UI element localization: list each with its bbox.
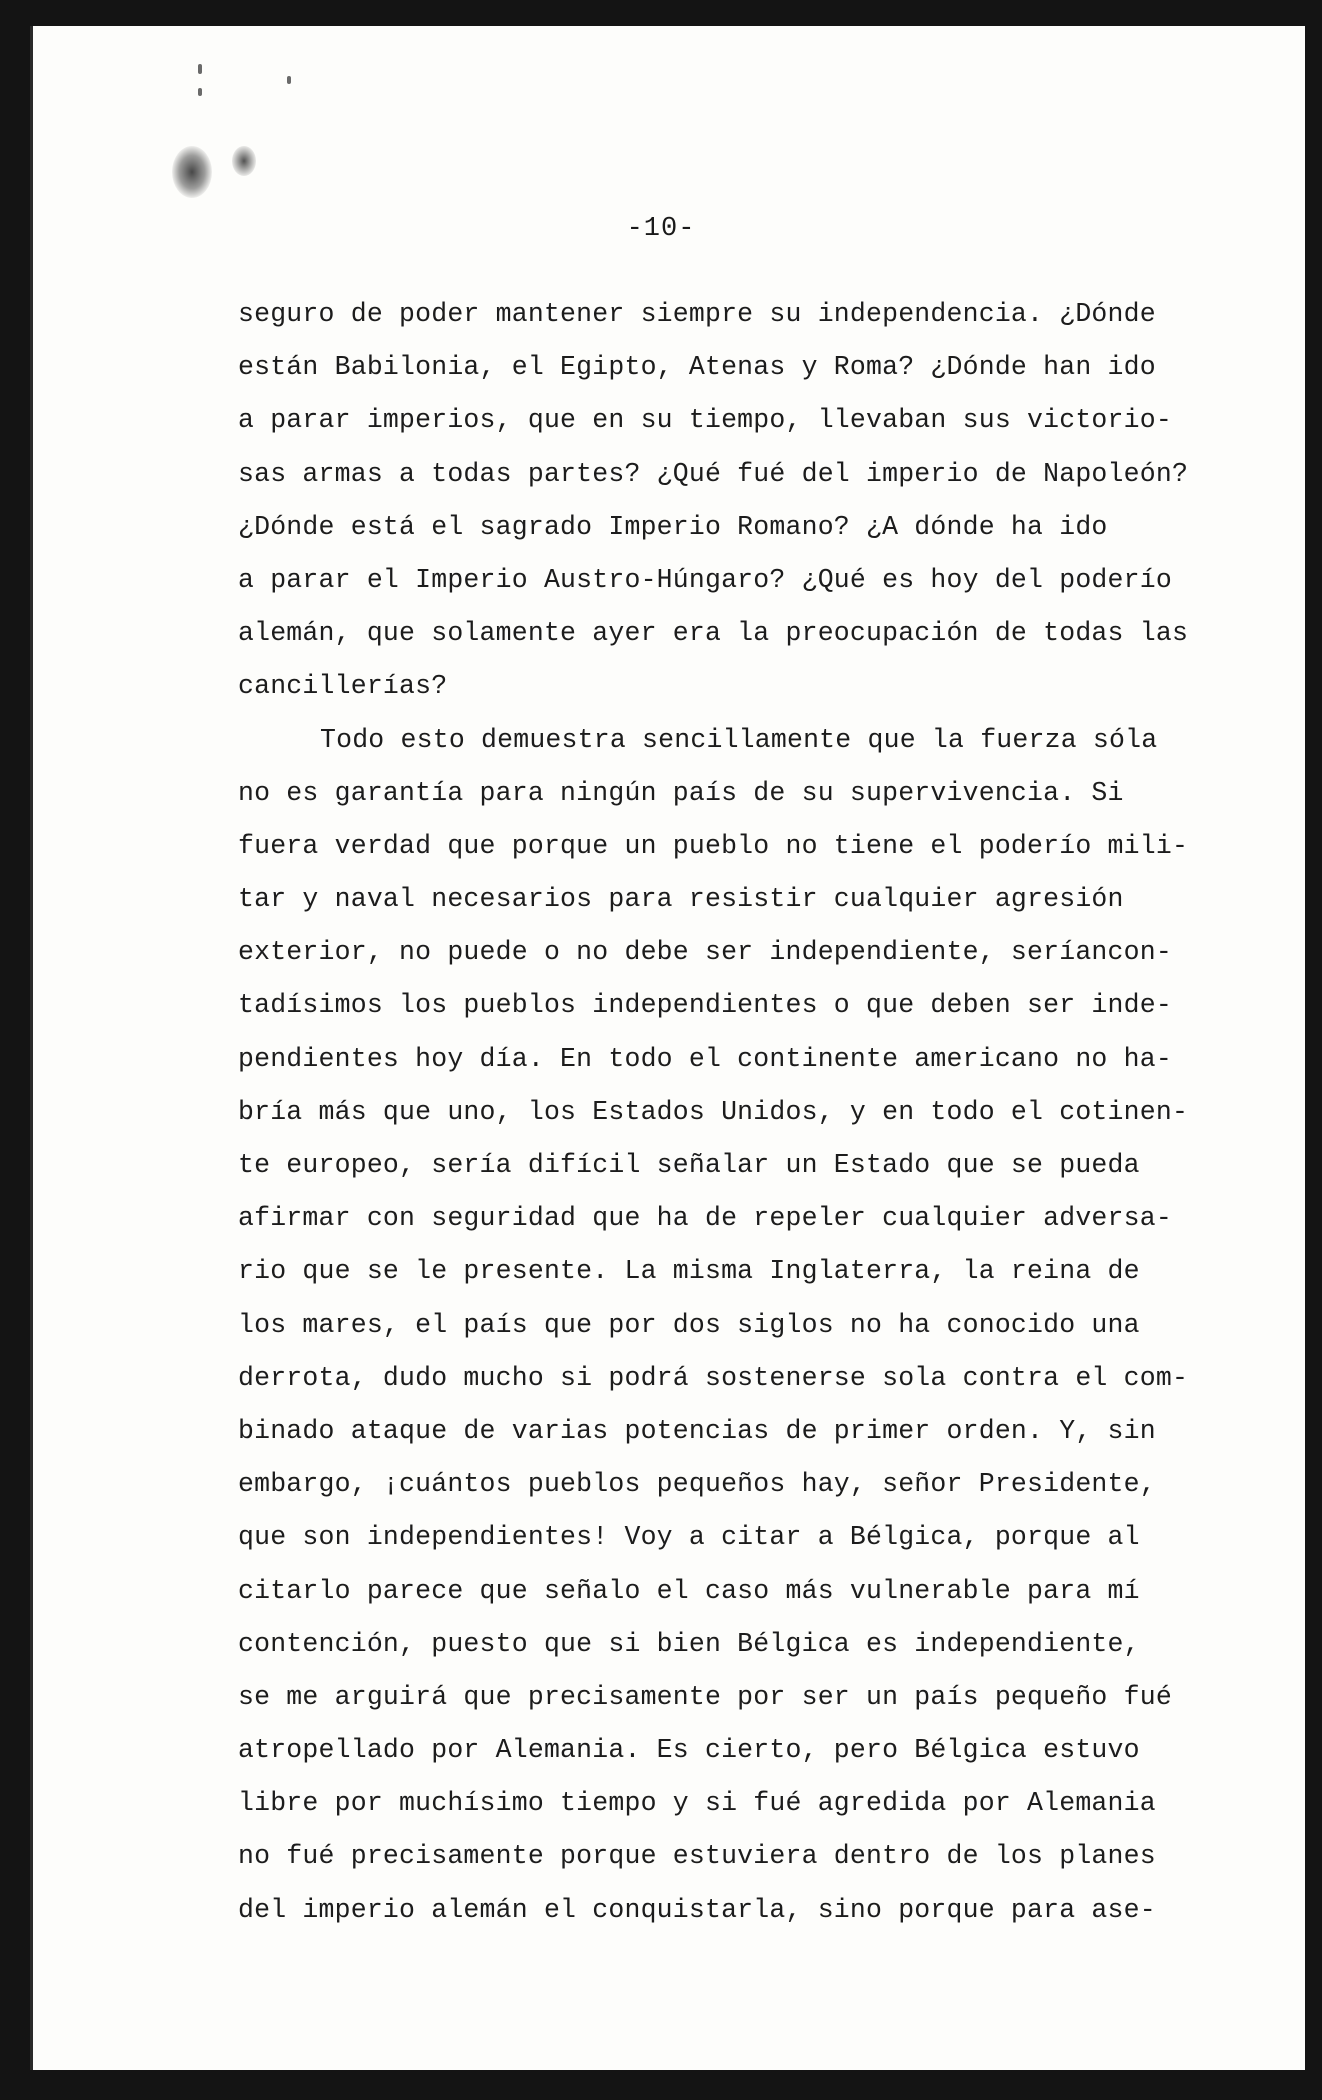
text-line: a parar el Imperio Austro-Húngaro? ¿Qué es hoy del poderío (238, 564, 1172, 595)
text-line: exterior, no puede o no debe ser independiente, seríancon- (238, 937, 1172, 968)
text-line: a parar imperios, que en su tiempo, llevaban sus victorio- (238, 405, 1172, 436)
text-line: cancillerías? (238, 671, 448, 702)
ink-smudge-small (232, 146, 256, 176)
text-line: binado ataque de varias potencias de primer orden. Y, sin (238, 1415, 1156, 1446)
text-line: pendientes hoy día. En todo el continente americano no ha- (238, 1043, 1172, 1074)
body-text (238, 288, 1189, 1937)
ink-smudge (172, 146, 212, 198)
text-line: del imperio alemán el conquistarla, sino porque para ase- (238, 1894, 1156, 1925)
text-line: que son independientes! Voy a citar a Bélgica, porque al (238, 1522, 1140, 1553)
page-number: -10- (626, 214, 696, 244)
ink-speck (287, 76, 291, 84)
text-line: alemán, que solamente ayer era la preocupación de todas las (238, 618, 1189, 649)
text-line: ¿Dónde está el sagrado Imperio Romano? ¿A dónde ha ido (238, 511, 1108, 542)
text-line: Todo esto demuestra sencillamente que la fuerza sóla (320, 724, 1158, 755)
text-line: tadísimos los pueblos independientes o que deben ser inde- (238, 990, 1172, 1021)
text-line: bría más que uno, los Estados Unidos, y en todo el cotinen- (238, 1096, 1189, 1127)
text-line: no fué precisamente porque estuviera dentro de los planes (238, 1841, 1156, 1872)
ink-speck (198, 88, 202, 96)
text-line: atropellado por Alemania. Es cierto, pero Bélgica estuvo (238, 1735, 1140, 1766)
text-line: están Babilonia, el Egipto, Atenas y Roma? ¿Dónde han ido (238, 352, 1156, 383)
text-line: rio que se le presente. La misma Inglaterra, la reina de (238, 1256, 1140, 1287)
ink-speck (198, 64, 202, 74)
text-line: no es garantía para ningún país de su supervivencia. Si (238, 777, 1124, 808)
text-line: citarlo parece que señalo el caso más vulnerable para mí (238, 1575, 1140, 1606)
text-line: los mares, el país que por dos siglos no ha conocido una (238, 1309, 1140, 1340)
text-line: afirmar con seguridad que ha de repeler cualquier adversa- (238, 1203, 1172, 1234)
text-line: sas armas a todas partes? ¿Qué fué del imperio de Napoleón? (238, 458, 1189, 489)
text-line: embargo, ¡cuántos pueblos pequeños hay, señor Presidente, (238, 1469, 1156, 1500)
text-line: seguro de poder mantener siempre su independencia. ¿Dónde (238, 299, 1156, 329)
text-line: se me arguirá que precisamente por ser un país pequeño fué (238, 1681, 1172, 1712)
text-line: derrota, dudo mucho si podrá sostenerse sola contra el com- (238, 1362, 1189, 1393)
text-line: fuera verdad que porque un pueblo no tiene el poderío mili- (238, 830, 1189, 861)
text-line: tar y naval necesarios para resistir cualquier agresión (238, 884, 1124, 915)
text-line: contención, puesto que si bien Bélgica es independiente, (238, 1628, 1140, 1659)
text-line: libre por muchísimo tiempo y si fué agredida por Alemania (238, 1788, 1156, 1819)
text-line: te europeo, sería difícil señalar un Estado que se pueda (238, 1150, 1140, 1180)
